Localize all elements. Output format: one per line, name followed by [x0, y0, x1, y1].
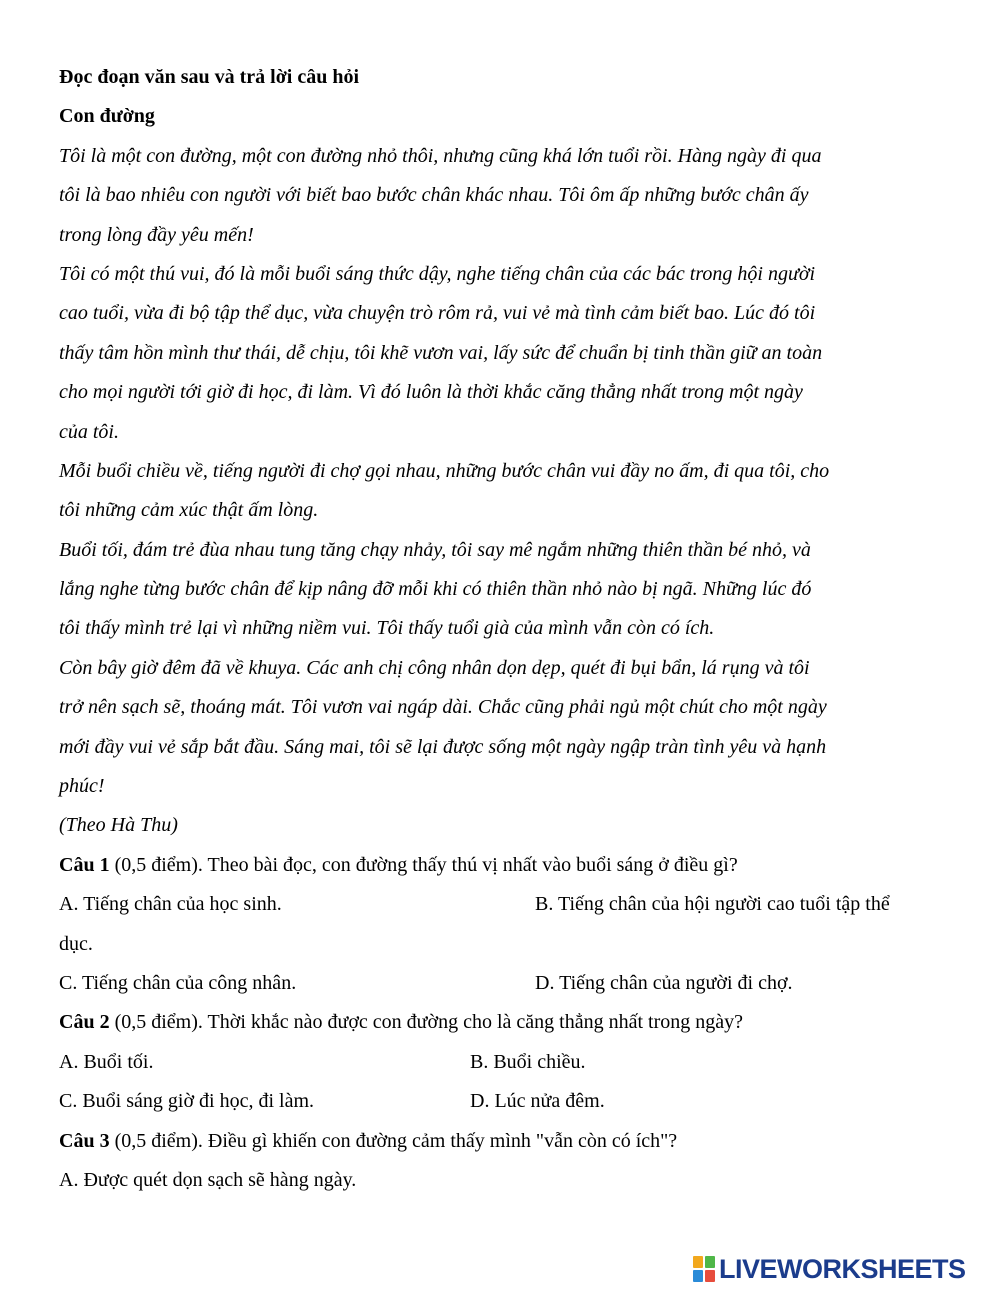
question-3-option-a[interactable]: A. Được quét dọn sạch sẽ hàng ngày. — [59, 1168, 357, 1191]
passage-line: Tôi là một con đường, một con đường nhỏ thôi, nhưng cũng khá lớn tuổi rồi. Hàng ngày đi qua — [59, 144, 822, 167]
logo-mark-square — [693, 1270, 703, 1282]
passage-line: cao tuổi, vừa đi bộ tập thể dục, vừa chuyện trò rôm rả, vui vẻ mà tình cảm biết bao. Lúc đó tôi — [59, 302, 816, 325]
passage-line: trong lòng đầy yêu mến! — [59, 223, 254, 246]
question-1-option-a[interactable]: A. Tiếng chân của học sinh. — [59, 893, 282, 916]
question-2-option-c[interactable]: C. Buổi sáng giờ đi học, đi làm. — [59, 1090, 315, 1113]
question-3 — [59, 1122, 949, 1201]
question-2-row-cd — [59, 1082, 949, 1121]
passage-title: Con đường — [59, 105, 155, 128]
question-3-label: Câu 3 — [59, 1129, 110, 1152]
passage-line: tôi thấy mình trẻ lại vì những niềm vui. Tôi thấy tuổi già của mình vẫn còn có ích. — [59, 617, 715, 640]
question-2-option-b[interactable]: B. Buổi chiều. — [470, 1050, 586, 1073]
passage-line: Còn bây giờ đêm đã về khuya. Các anh chị công nhân dọn dẹp, quét đi bụi bẩn, lá rụng và tôi — [59, 656, 810, 679]
instruction: Đọc đoạn văn sau và trả lời câu hỏi — [59, 66, 359, 88]
passage-line: Tôi có một thú vui, đó là mỗi buổi sáng thức dậy, nghe tiếng chân của các bác trong hội người — [59, 262, 816, 285]
question-2-option-d[interactable]: D. Lúc nửa đêm. — [470, 1090, 605, 1113]
logo-mark-square — [705, 1256, 715, 1268]
logo-mark-square — [705, 1270, 715, 1282]
question-3-text: (0,5 điểm). Điều gì khiến con đường cảm thấy mình "vẫn còn có ích"? — [109, 1129, 678, 1152]
question-1-option-d[interactable]: D. Tiếng chân của người đi chợ. — [535, 971, 793, 994]
question-2-text: (0,5 điểm). Thời khắc nào được con đường cho là căng thẳng nhất trong ngày? — [109, 1011, 743, 1034]
logo-text: LIVEWORKSHEETS — [719, 1253, 966, 1284]
question-1-text: (0,5 điểm). Theo bài đọc, con đường thấy thú vị nhất vào buổi sáng ở điều gì? — [109, 853, 738, 876]
worksheet-page — [59, 58, 949, 1200]
passage — [59, 137, 949, 846]
passage-line: thấy tâm hồn mình thư thái, dễ chịu, tôi khẽ vươn vai, lấy sức để chuẩn bị tinh thần giữ an toàn — [59, 341, 823, 364]
question-1 — [59, 846, 949, 1004]
question-1-option-c[interactable]: C. Tiếng chân của công nhân. — [59, 971, 297, 994]
question-1-option-b[interactable]: B. Tiếng chân của hội người cao tuổi tập thể — [535, 893, 890, 916]
liveworksheets-logo — [692, 1252, 966, 1286]
passage-line: Buổi tối, đám trẻ đùa nhau tung tăng chạy nhảy, tôi say mê ngắm những thiên thần bé nhỏ, và — [59, 538, 811, 561]
passage-line: cho mọi người tới giờ đi học, đi làm. Vì đó luôn là thời khắc căng thẳng nhất trong một ngày — [59, 381, 803, 404]
question-1-row-cd — [59, 964, 949, 1003]
passage-line: Mỗi buổi chiều về, tiếng người đi chợ gọi nhau, những bước chân vui đầy no ấm, đi qua tôi, cho — [59, 459, 830, 482]
question-1-row-ab — [59, 885, 949, 924]
passage-line: của tôi. — [59, 420, 119, 443]
passage-line: lắng nghe từng bước chân để kịp nâng đỡ mỗi khi có thiên thần nhỏ nào bị ngã. Những lúc đó — [59, 578, 812, 601]
passage-line: trở nên sạch sẽ, thoáng mát. Tôi vươn vai ngáp dài. Chắc cũng phải ngủ một chút cho một ngày — [59, 696, 827, 719]
question-1-option-b-cont[interactable]: dục. — [59, 932, 93, 955]
passage-line: phúc! — [59, 775, 105, 798]
question-2-prompt — [59, 1003, 949, 1042]
question-2-label: Câu 2 — [59, 1011, 110, 1034]
question-1-prompt — [59, 846, 949, 885]
logo-mark-square — [693, 1256, 703, 1268]
passage-source: (Theo Hà Thu) — [59, 814, 178, 837]
question-2-option-a[interactable]: A. Buổi tối. — [59, 1050, 154, 1073]
passage-line: tôi những cảm xúc thật ấm lòng. — [59, 499, 319, 522]
question-3-prompt — [59, 1122, 949, 1161]
logo-mark-icon — [692, 1255, 716, 1283]
question-2-row-ab — [59, 1043, 949, 1082]
question-2 — [59, 1003, 949, 1121]
question-1-label: Câu 1 — [59, 853, 110, 876]
passage-line: tôi là bao nhiêu con người với biết bao bước chân khác nhau. Tôi ôm ấp những bước chân ấy — [59, 184, 809, 207]
passage-line: mới đầy vui vẻ sắp bắt đầu. Sáng mai, tôi sẽ lại được sống một ngày ngập tràn tình yêu và hạnh — [59, 735, 827, 758]
